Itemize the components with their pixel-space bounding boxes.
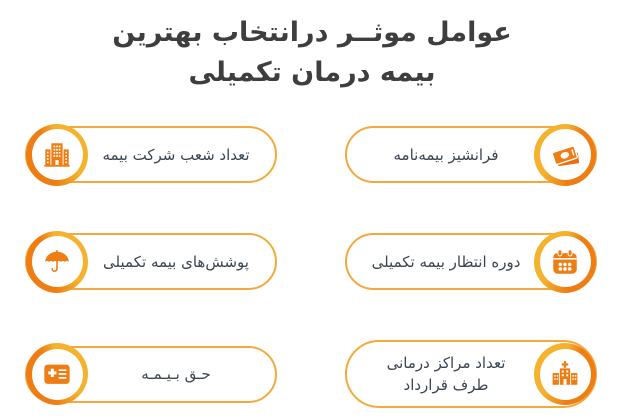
icon-badge-inner [32,349,83,400]
medical-form-icon [42,359,72,389]
factor-label: تعداد شعب شرکت بیمه [102,145,250,164]
factor-pill-coverages [25,233,277,290]
hospital-icon [550,359,580,389]
icon-badge [26,231,88,293]
factor-pill-premium [25,346,277,403]
icon-badge [26,343,88,405]
icon-badge-inner [32,236,83,287]
factor-label: دوره انتظار بیمه تکمیلی [371,252,521,271]
icon-badge-inner [540,236,591,287]
icon-badge [534,231,596,293]
icon-badge-inner [32,129,83,180]
page-title [0,0,624,93]
factor-label: حـق بـیـمـه [141,365,211,383]
factors-grid [0,126,624,408]
icon-badge [26,124,88,186]
icon-badge-inner [540,349,591,400]
title-line-1: عوامل موثــر درانتخاب بهترین [112,17,512,48]
factor-label: پوشش‌های بیمه تکمیلی [103,252,249,271]
icon-badge-inner [540,129,591,180]
icon-badge [534,343,596,405]
factor-label: تعداد مراکز درمانی طرف قرارداد [386,354,506,394]
factor-pill-branches [25,126,277,183]
umbrella-icon [42,247,72,277]
calendar-icon [550,247,580,277]
factor-pill-franchise [345,126,597,183]
icon-badge [534,124,596,186]
office-building-icon [42,140,72,170]
banknotes-icon [550,140,580,170]
factor-pill-waiting-period [345,233,597,290]
factor-pill-medical-centers [345,340,597,408]
title-line-2: بیمه درمان تکمیلی [188,57,436,88]
factor-label: فرانشیز بیمه‌نامه [393,145,499,164]
